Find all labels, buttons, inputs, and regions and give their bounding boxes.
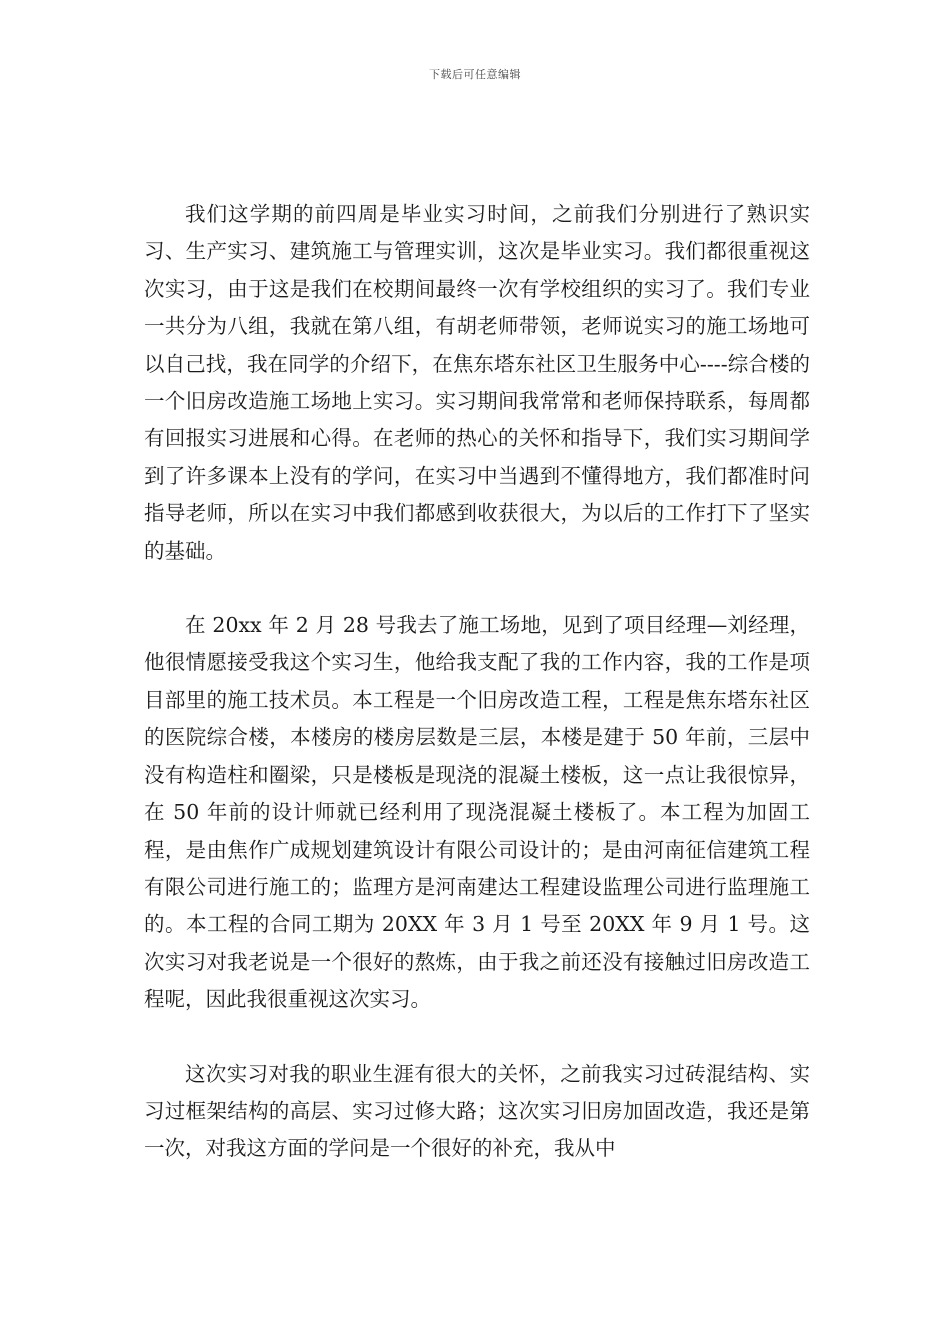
- header-note: 下载后可任意编辑: [429, 68, 521, 81]
- paragraph-3: 这次实习对我的职业生涯有很大的关怀，之前我实习过砖混结构、实习过框架结构的高层、实习过修大路；这次实习旧房加固改造，我还是第一次，对我这方面的学问是一个很好的补充，我从中: [144, 1061, 810, 1161]
- paragraph-1: 我们这学期的前四周是毕业实习时间，之前我们分别进行了熟识实习、生产实习、建筑施工与管理实训，这次是毕业实习。我们都很重视这次实习，由于这是我们在校期间最终一次有学校组织的实习了。我们专业一共分为八组，我就在第八组，有胡老师带领，老师说实习的施工场地可以自己找，我在同学的介绍下，在焦东塔东社区卫生服务中心----综合楼的一个旧房改造施工场地上实习。实习期间我常常和老师保持联系，每周都有回报实习进展和心得。在老师的热心的关怀和指导下，我们实习期间学到了许多课本上没有的学问，在实习中当遇到不懂得地方，我们都准时问指导老师，所以在实习中我们都感到收获很大，为以后的工作打下了坚实的基础。: [144, 202, 810, 563]
- body-text: [144, 196, 810, 1205]
- paragraph-2: 在 20xx 年 2 月 28 号我去了施工场地，见到了项目经理—刘经理，他很情愿接受我这个实习生，他给我支配了我的工作内容，我的工作是项目部里的施工技术员。本工程是一个旧房改造工程，工程是焦东塔东社区的医院综合楼，本楼房的楼房层数是三层，本楼是建于 50 年前，三层中没有构造柱和圈梁，只是楼板是现浇的混凝土楼板，这一点让我很惊异，在 50 年前的设计师就已经利用了现浇混凝土楼板了。本工程为加固工程，是由焦作广成规划建筑设计有限公司设计的；是由河南征信建筑工程有限公司进行施工的；监理方是河南建达工程建设监理公司进行监理施工的。本工程的合同工期为 20XX 年 3 月 1 号至 20XX 年 9 月 1 号。这次实习对我老说是一个很好的熬炼，由于我之前还没有接触过旧房改造工程呢，因此我很重视这次实习。: [144, 613, 810, 1012]
